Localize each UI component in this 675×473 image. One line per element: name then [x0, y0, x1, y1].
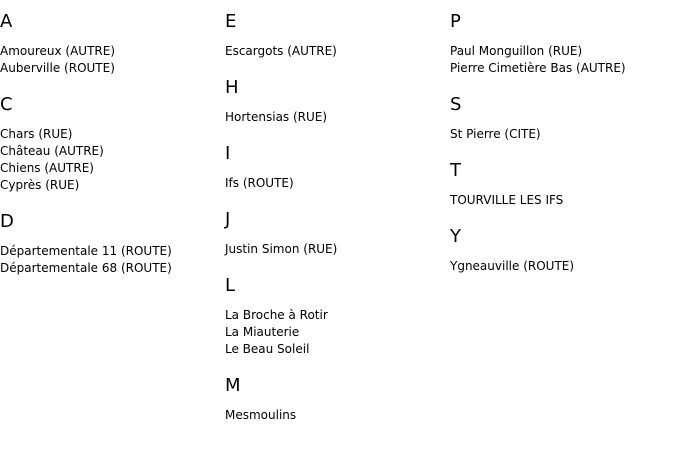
letter-group: [0, 11, 225, 77]
street-entry[interactable]: Amoureux (AUTRE): [0, 44, 116, 58]
letter-heading: I: [225, 143, 231, 164]
street-entry[interactable]: Escargots (AUTRE): [225, 44, 337, 58]
letter-heading: L: [225, 275, 236, 296]
entry-list: [450, 43, 675, 77]
street-entry[interactable]: Ifs (ROUTE): [225, 176, 294, 190]
letter-group: [225, 275, 450, 358]
letter-heading: P: [450, 11, 461, 32]
entry-list: [225, 241, 450, 258]
street-entry[interactable]: La Miauterie: [225, 325, 300, 339]
street-entry[interactable]: Le Beau Soleil: [225, 342, 310, 356]
entry-list: [225, 43, 450, 60]
letter-group: [0, 211, 225, 277]
entry-list: [450, 258, 675, 275]
entry-list: [225, 307, 450, 358]
index-column-3: [450, 0, 675, 275]
letter-heading: Y: [450, 226, 461, 247]
letter-heading: A: [0, 11, 13, 32]
letter-heading: D: [0, 211, 14, 232]
letter-group: [450, 160, 675, 209]
street-entry[interactable]: St Pierre (CITE): [450, 127, 541, 141]
street-entry[interactable]: Auberville (ROUTE): [0, 61, 115, 75]
entry-list: [450, 192, 675, 209]
entry-list: [450, 126, 675, 143]
letter-group: [225, 375, 450, 424]
street-entry[interactable]: Pierre Cimetière Bas (AUTRE): [450, 61, 626, 75]
street-entry[interactable]: Chiens (AUTRE): [0, 161, 94, 175]
entry-list: [225, 407, 450, 424]
letter-group: [225, 11, 450, 60]
street-entry[interactable]: Château (AUTRE): [0, 144, 104, 158]
letter-heading: C: [0, 94, 13, 115]
entry-list: [0, 126, 225, 194]
letter-group: [225, 209, 450, 258]
street-entry[interactable]: Chars (RUE): [0, 127, 73, 141]
street-entry[interactable]: Mesmoulins: [225, 408, 297, 422]
street-entry[interactable]: Justin Simon (RUE): [225, 242, 338, 256]
index-column-2: [225, 0, 450, 424]
street-entry[interactable]: Départementale 68 (ROUTE): [0, 261, 172, 275]
index-column-1: [0, 0, 225, 277]
letter-heading: M: [225, 375, 241, 396]
street-entry[interactable]: Paul Monguillon (RUE): [450, 44, 583, 58]
entry-list: [0, 43, 225, 77]
entry-list: [225, 109, 450, 126]
letter-group: [225, 77, 450, 126]
letter-heading: T: [450, 160, 461, 181]
entry-list: [0, 243, 225, 277]
letter-heading: J: [225, 209, 231, 230]
street-entry[interactable]: Cyprès (RUE): [0, 178, 80, 192]
letter-heading: S: [450, 94, 462, 115]
letter-group: [450, 94, 675, 143]
street-entry[interactable]: Départementale 11 (ROUTE): [0, 244, 172, 258]
street-entry[interactable]: Ygneauville (ROUTE): [450, 259, 575, 273]
street-entry[interactable]: TOURVILLE LES IFS: [450, 193, 564, 207]
street-entry[interactable]: Hortensias (RUE): [225, 110, 328, 124]
letter-group: [225, 143, 450, 192]
letter-group: [450, 226, 675, 275]
entry-list: [225, 175, 450, 192]
letter-group: [0, 94, 225, 194]
letter-group: [450, 11, 675, 77]
letter-heading: H: [225, 77, 239, 98]
street-entry[interactable]: La Broche à Rotir: [225, 308, 328, 322]
letter-heading: E: [225, 11, 237, 32]
